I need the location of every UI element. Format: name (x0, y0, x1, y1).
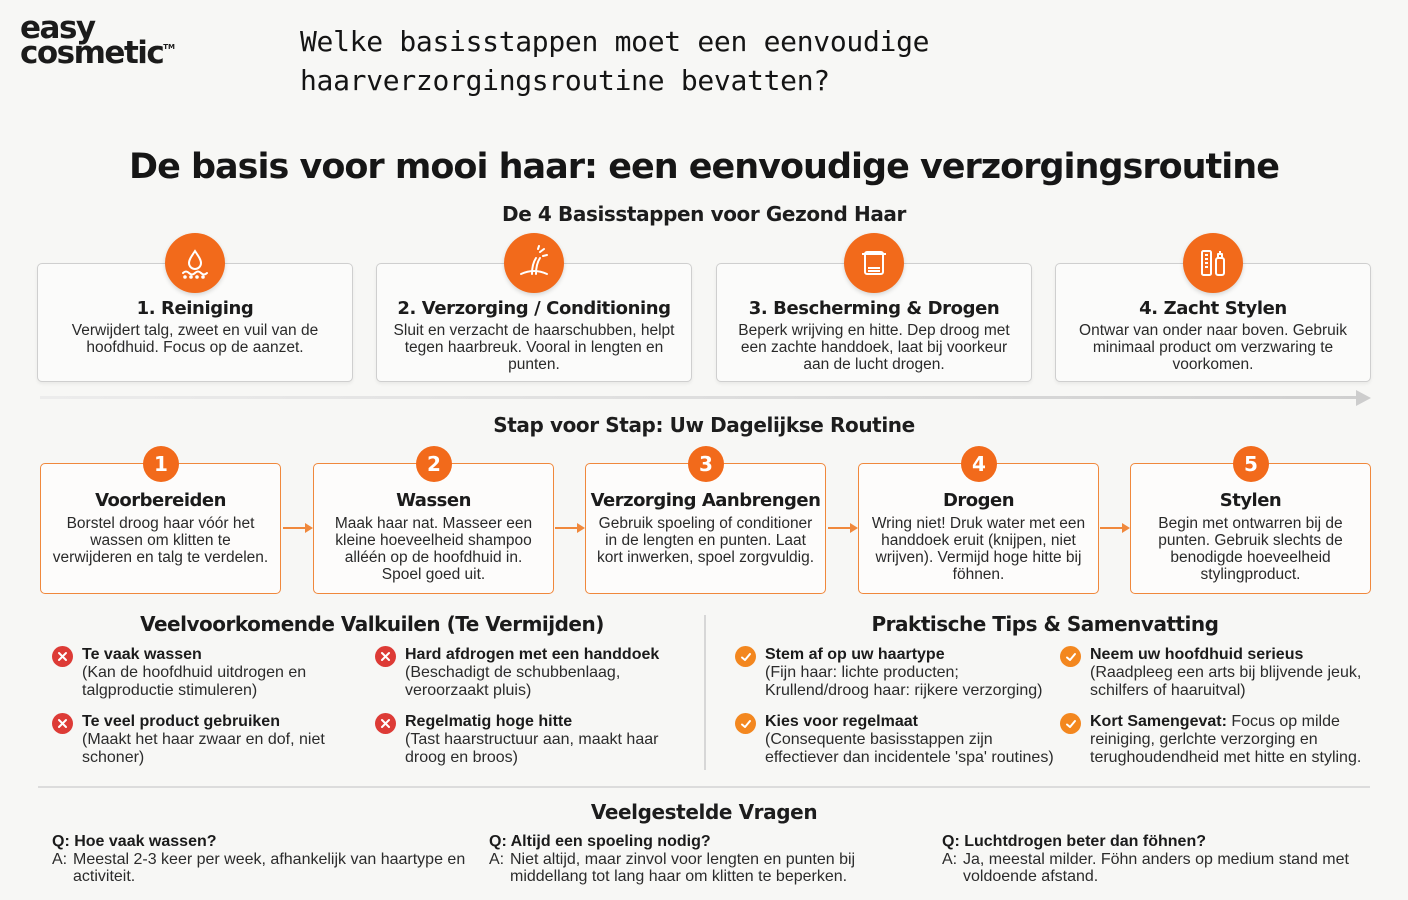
faq-question: Q: Altijd een spoeling nodig? (489, 833, 711, 850)
step-number-badge: 3 (688, 446, 724, 482)
check-circle-icon (1060, 646, 1081, 667)
faq-title: Veelgestelde Vragen (590, 800, 818, 824)
pitfall-title: Te vaak wassen (82, 646, 202, 663)
routine-step-card (1130, 463, 1371, 594)
routine-step-desc: Wring niet! Druk water met een handdoek eruit (knijpen, niet wrijven). Vermijd hoge hitte bij föhnen. (871, 515, 1086, 583)
faq-answer: Ja, meestal milder. Föhn anders op medium stand met voldoende afstand. (963, 851, 1349, 885)
check-circle-icon (1060, 713, 1081, 734)
basic-step-title: 4. Zacht Stylen (1139, 298, 1287, 319)
basic-step-desc: Sluit en verzacht de haarschubben, helpt tegen haarbreuk. Vooral in lengten en punten. (393, 322, 675, 373)
timeline-arrow-icon (1356, 390, 1371, 406)
x-circle-icon (375, 713, 396, 734)
step-number-badge: 5 (1233, 446, 1269, 482)
tip-title: Stem af op uw haartype (765, 646, 945, 663)
faq-question: Q: Luchtdrogen beter dan föhnen? (942, 833, 1206, 850)
page-question: Welke basisstappen moet een eenvoudige haarverzorgingsroutine bevatten? (300, 25, 930, 97)
main-title: De basis voor mooi haar: een eenvoudige verzorgingsroutine (129, 147, 1279, 187)
tips-title: Praktische Tips & Samenvatting (871, 612, 1219, 636)
comb-bottle-icon (1183, 233, 1243, 293)
step-number-badge: 4 (961, 446, 997, 482)
tip-item (735, 646, 1055, 700)
x-circle-icon (375, 646, 396, 667)
faq-answer-label: A: (52, 851, 68, 868)
pitfall-desc: (Maakt het haar zwaar en dof, niet schoner) (82, 731, 325, 766)
routine-step-card (585, 463, 826, 594)
faq-answer-label: A: (942, 851, 958, 868)
column-divider (704, 615, 706, 770)
pitfall-desc: (Beschadigt de schubbenlaag, veroorzaakt pluis) (405, 664, 621, 699)
routine-step-title: Wassen (396, 490, 471, 511)
x-circle-icon (52, 646, 73, 667)
routine-step-title: Stylen (1219, 490, 1282, 511)
basic-step-title: 2. Verzorging / Conditioning (397, 298, 671, 319)
pitfall-item (375, 713, 685, 767)
basic-step-title: 3. Bescherming & Drogen (748, 298, 1000, 319)
pitfalls-title: Veelvoorkomende Valkuilen (Te Vermijden) (140, 612, 604, 636)
pitfall-title: Regelmatig hoge hitte (405, 713, 573, 730)
tip-item (1060, 646, 1370, 700)
brand-logo (20, 10, 176, 72)
tip-desc: Focus op milde reiniging, gerlchte verzorging en terughoudendheid met hitte en styling. (1090, 713, 1362, 766)
check-circle-icon (735, 713, 756, 734)
tip-item (735, 713, 1055, 767)
step-arrow-icon (554, 520, 586, 536)
pitfall-desc: (Tast haarstructuur aan, maakt haar droog en broos) (405, 731, 659, 766)
faq-item (52, 833, 467, 885)
check-circle-icon (735, 646, 756, 667)
towel-icon (844, 233, 904, 293)
tip-item (1060, 713, 1370, 767)
faq-question: Q: Hoe vaak wassen? (52, 833, 217, 850)
routine-step-card (40, 463, 281, 594)
pitfall-title: Hard afdrogen met een handdoek (405, 646, 660, 663)
pitfall-desc: (Kan de hoofdhuid uitdrogen en talgproductie stimuleren) (82, 664, 307, 699)
step-arrow-icon (282, 520, 314, 536)
timeline-line (40, 396, 1358, 399)
routine-step-card (858, 463, 1099, 594)
routine-step-desc: Gebruik spoeling of conditioner in de lengten en punten. Laat kort inwerken, spoel zorgvuldig. (596, 515, 815, 566)
section-divider (38, 786, 1370, 788)
logo-line-2: cosmetic (20, 35, 164, 72)
routine-title: Stap voor Stap: Uw Dagelijkse Routine (493, 413, 915, 437)
tip-title: Neem uw hoofdhuid serieus (1090, 646, 1304, 663)
pitfall-item (52, 646, 362, 700)
tip-desc: (Fijn haar: lichte producten; Krullend/droog haar: rijkere verzorging) (765, 664, 1043, 699)
tip-desc: (Consequente basisstappen zijn effectiever dan incidentele 'spa' routines) (765, 731, 1054, 766)
step-arrow-icon (827, 520, 859, 536)
routine-step-title: Drogen (942, 490, 1015, 511)
routine-step-title: Voorbereiden (95, 490, 226, 511)
hair-strand-icon (504, 233, 564, 293)
basics-title: De 4 Basisstappen voor Gezond Haar (502, 202, 906, 226)
basic-step-desc: Beperk wrijving en hitte. Dep droog met een zachte handdoek, laat bij voorkeur aan de lucht drogen. (738, 322, 1010, 373)
routine-step-title: Verzorging Aanbrengen (590, 490, 821, 511)
faq-answer: Meestal 2-3 keer per week, afhankelijk van haartype en activiteit. (73, 851, 466, 885)
tip-title: Kies voor regelmaat (765, 713, 918, 730)
step-number-badge: 1 (143, 446, 179, 482)
pitfall-item (375, 646, 685, 700)
faq-answer: Niet altijd, maar zinvol voor lengten en punten bij middellang tot lang haar om klitten te beperken. (510, 851, 856, 885)
tip-title: Kort Samengevat: (1090, 713, 1227, 730)
pitfall-title: Te veel product gebruiken (82, 713, 280, 730)
logo-line-1: easy (20, 10, 95, 46)
routine-step-desc: Maak haar nat. Masseer een kleine hoeveelheid shampoo alléén op de hoofdhuid in. Spoel goed uit. (334, 515, 533, 583)
faq-item (489, 833, 864, 885)
x-circle-icon (52, 713, 73, 734)
routine-step-desc: Borstel droog haar vóór het wassen om klitten te verwijderen en talg te verdelen. (52, 515, 269, 566)
tip-desc: (Raadpleeg een arts bij blijvende jeuk, schilfers of haaruitval) (1090, 664, 1362, 699)
water-drop-icon (165, 233, 225, 293)
step-number-badge: 2 (416, 446, 452, 482)
basic-step-title: 1. Reiniging (136, 298, 254, 319)
faq-answer-label: A: (489, 851, 505, 868)
routine-step-card (313, 463, 554, 594)
basic-step-desc: Ontwar van onder naar boven. Gebruik minimaal product om verzwaring te voorkomen. (1079, 322, 1347, 373)
faq-item (942, 833, 1352, 885)
pitfall-item (52, 713, 362, 767)
step-arrow-icon (1099, 520, 1131, 536)
logo-trademark: TM (163, 43, 176, 52)
routine-step-desc: Begin met ontwarren bij de punten. Gebruik slechts de benodigde hoeveelheid stylingproduct. (1158, 515, 1343, 583)
basic-step-desc: Verwijdert talg, zweet en vuil van de hoofdhuid. Focus op de aanzet. (71, 322, 319, 356)
